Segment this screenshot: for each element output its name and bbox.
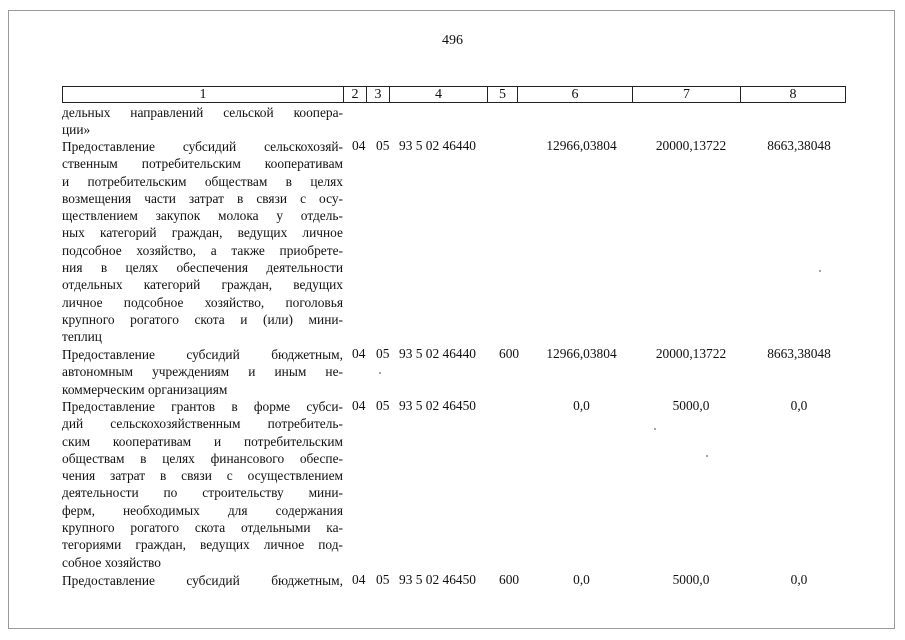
column-header-5: 5 [488,87,518,103]
text-line: Предоставление субсидий бюджетным, [62,573,343,588]
section-code: 04 [352,138,366,153]
text-line: Предоставление грантов в форме субси- [62,399,343,414]
row-description [62,572,343,589]
row-description [62,346,343,398]
section-code: 04 [352,572,366,587]
row-description [62,138,343,346]
text-line: ции» [62,122,91,138]
text-line: собное хозяйство [62,554,161,570]
text-line: автономным учреждениям и иным не- [62,364,343,380]
column-header-6: 6 [518,87,633,103]
text-line: ния в целях обеспечения деятельности [62,260,343,276]
amount-col-7: 20000,13722 [655,346,727,361]
column-header-2: 2 [344,87,367,103]
column-header-row [62,86,846,103]
column-header-8: 8 [741,87,846,103]
text-line: подсобное хозяйство, а также приобрете- [62,242,343,258]
subsection-code: 05 [376,572,390,587]
column-header-3: 3 [367,87,390,103]
amount-col-8: 8663,38048 [767,138,831,153]
continuation-text [62,104,343,139]
scan-speck [379,372,381,374]
amount-col-7: 5000,0 [672,398,710,413]
text-line: тегориями граждан, ведущих личное под- [62,537,343,553]
text-line: ществлением закупок молока у отдель- [62,208,343,224]
expense-type-code: 600 [499,346,520,361]
text-line: ферм, необходимых для содержания [62,502,343,518]
amount-col-6: 0,0 [573,398,590,413]
expense-type-code: 600 [499,572,520,587]
scan-speck [706,455,708,457]
subsection-code: 05 [376,138,390,153]
text-line: и потребительским обществам в целях [62,173,343,189]
amount-col-8: 0,0 [790,398,808,413]
amount-col-6: 12966,03804 [546,346,617,361]
text-line: крупного рогатого скота и (или) мини- [62,311,343,327]
text-line: ных категорий граждан, ведущих личное [62,225,343,241]
subsection-code: 05 [376,398,390,413]
target-article-code: 93 5 02 46450 [399,572,476,587]
amount-col-7: 5000,0 [672,572,710,587]
text-line: коммерческим организациям [62,381,228,397]
column-header-4: 4 [390,87,488,103]
text-line: ственным потребительским кооперативам [62,156,343,172]
text-line: личное подсобное хозяйство, поголовья [62,294,343,310]
text-line: деятельности по строительству мини- [62,485,343,501]
amount-col-8: 0,0 [790,572,808,587]
page-number: 496 [442,33,463,48]
target-article-code: 93 5 02 46440 [399,346,476,361]
row-description [62,398,343,571]
column-header-1: 1 [63,87,344,103]
amount-col-6: 12966,03804 [546,138,617,153]
text-line: крупного рогатого скота отдельными ка- [62,520,343,536]
text-line: возмещения части затрат в связи с осу- [62,190,343,206]
text-line: чения затрат в связи с осуществлением [62,468,343,484]
target-article-code: 93 5 02 46440 [399,138,476,153]
target-article-code: 93 5 02 46450 [399,398,476,413]
amount-col-7: 20000,13722 [655,138,727,153]
scan-speck [819,270,821,272]
section-code: 04 [352,398,366,413]
text-line: отдельных категорий граждан, ведущих [62,277,343,293]
amount-col-8: 8663,38048 [767,346,831,361]
section-code: 04 [352,346,366,361]
text-line: дельных направлений сельской коопера- [62,105,343,120]
column-header-7: 7 [633,87,741,103]
text-line: обществам в целях финансового обеспе- [62,450,343,466]
text-line: теплиц [62,329,102,345]
text-line: ским кооперативам и потребительским [62,433,343,449]
scan-speck [654,428,656,430]
subsection-code: 05 [376,346,390,361]
text-line: Предоставление субсидий бюджетным, [62,347,343,362]
text-line: дий сельскохозяйственным потребитель- [62,416,343,432]
amount-col-6: 0,0 [573,572,590,587]
text-line: Предоставление субсидий сельскохозяй- [62,139,343,154]
